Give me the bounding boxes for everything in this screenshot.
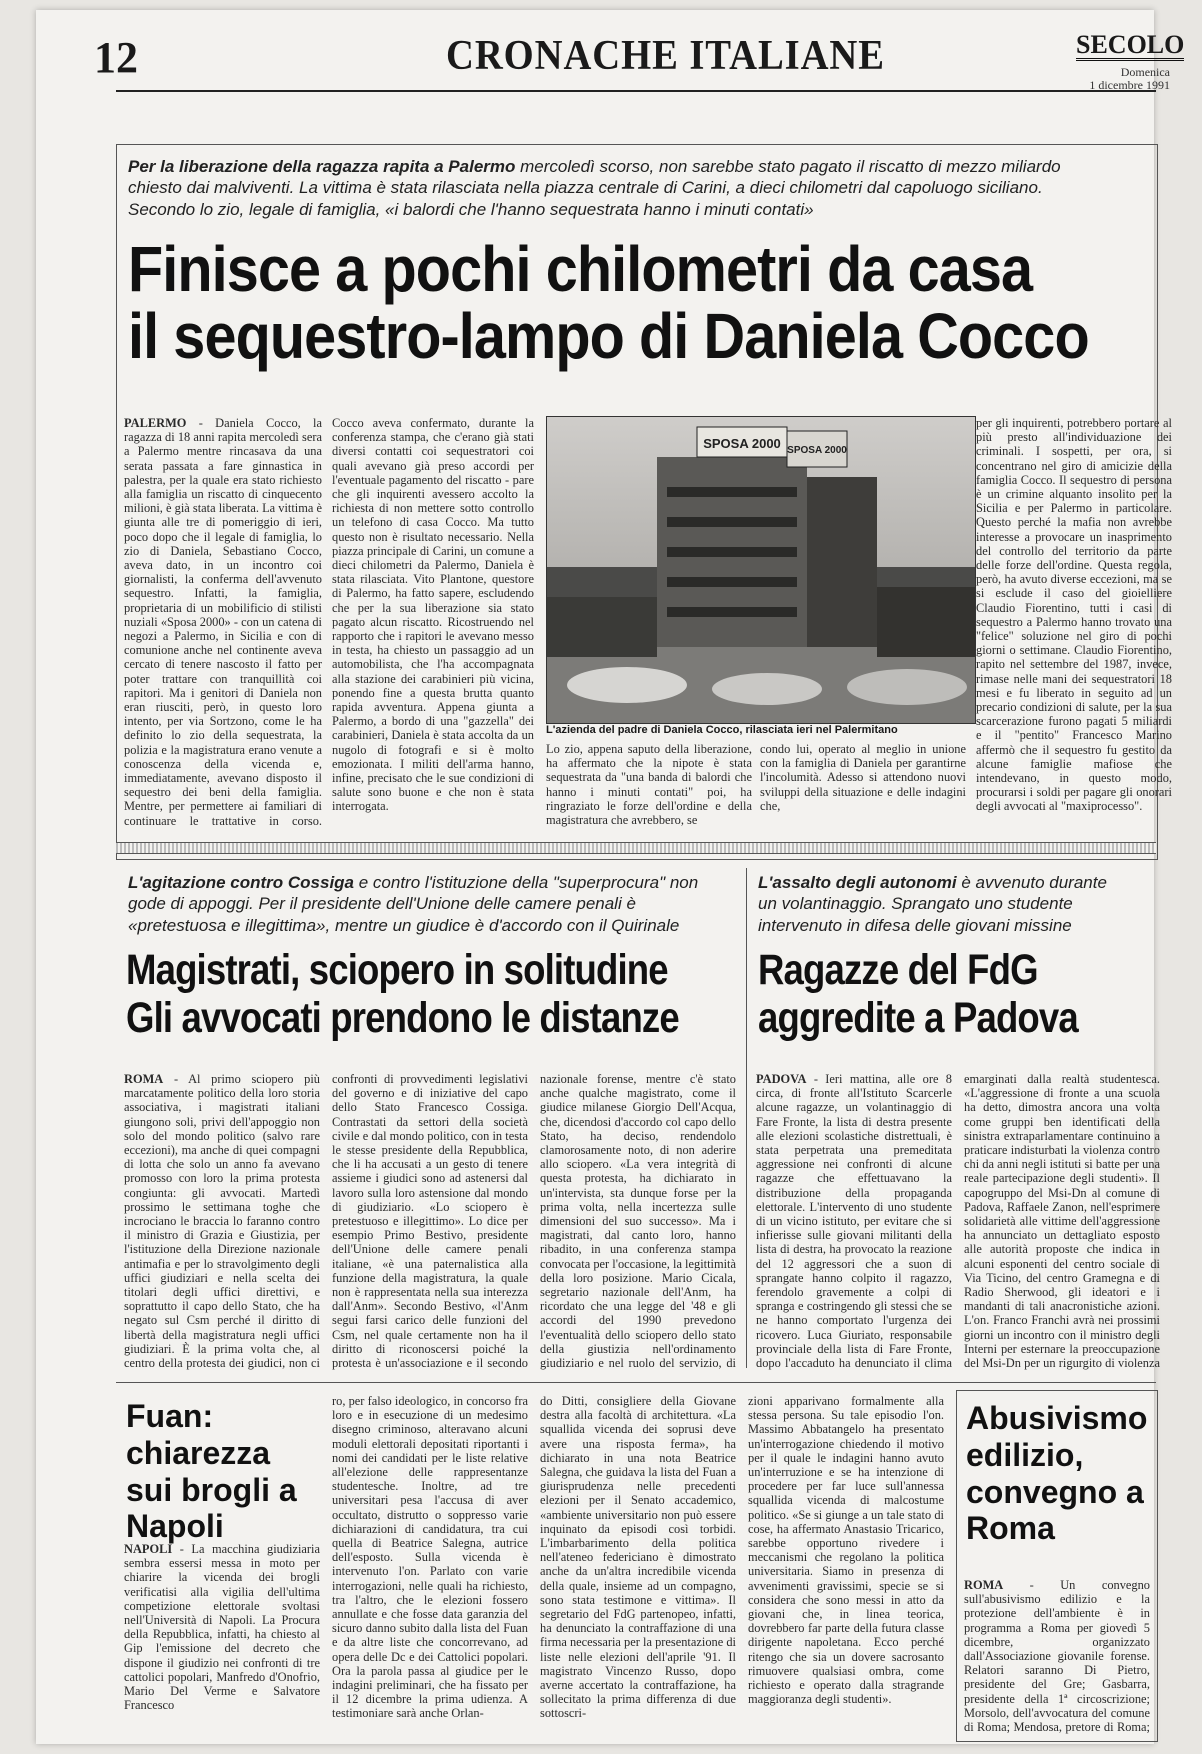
- article3-column-2: emarginati dalla realtà studentesca. «L'aggressione di fronte a una scuola ha detto, dimostra ancora una volta come gruppi ben identificati della sinistra extraparlamentare continuino a praticare indisturbati la violenza contro chi da anni negli istituti si batte per una reale partecipazione degli studenti». Il capogruppo del Msi-Dn al comune di Padova, Raffaele Zanon, nell'esprimere solidarietà alle vittime dell'aggressione ha annunciato un dettagliato esposto alle autorità proposte che indica in alcuni esponenti del centro sociale di Via Ticino, del centro Gramegna e di Radio Sherwood, gli ideatori e i mandanti di tali anacronistiche azioni. L'on. Franco Franchi avrà nei prossimi giorni un incontro con il ministro degli Interni per esternare la preoccupazione del Msi-Dn per un rigurgito di violenza: [964, 1072, 1160, 1371]
- lead-headline-line-2: il sequestro-lampo di Daniela Cocco: [128, 300, 1089, 373]
- lead-column-2: Cocco aveva confermato, durante la conferenza stampa, che c'erano già stati diversi contatti coi sequestratori coi quali avevano già preso accordi per l'eventuale pagamento del riscatto - pare che gli inquirenti avessero accolto la richiesta di non mettere sotto controllo un telefono di casa Cocco. Ma tutto questo non è risultato necessario. Nella piazza principale di Carini, un comune a dieci chilometri da Palermo, Daniela è stata rilasciata. Vito Plantone, questore di Palermo, ha fatto sapere, escludendo che per la sua liberazione sia stato pagato alcun riscatto. Ricostruendo nel rapporto che i rapitori le avevano messo in testa, ha chiesto un passaggio ad un automobilista, che l'ha accompagnata alla stazione dei carabinieri più vicina, ponendo fine a questa brutta quanto rapida avventura. Appena giunta a Palermo, a bordo di una "gazzella" dei carabinieri, Daniela è stata accolta da un nugolo di fotografi e si è molto emozionata. I militi dell'arma hanno, infine, precisato che le sue condizioni di salute sono buone e che non è stata interrogata.: [332, 416, 534, 814]
- lead-column-5: per gli inquirenti, potrebbero portare al più presto all'individuazione dei criminali. I sospetti, per ora, si concentrano nel giro di amicizie della famiglia Cocco. Il sequestro di persona è un crimine alquanto insolito per la Sicilia e per Palermo in particolare. Questo perché la mafia non avrebbe interesse a provocare un inasprimento del controllo del territorio da parte delle forze dell'ordine. Questa regola, però, ha avuto diverse eccezioni, ma se si esclude il caso del gioielliere Claudio Fiorentino, tutti i casi di sequestro a Palermo hanno trovato una "felice" soluzione nel giro di pochi giorni o settimane. Claudio Fiorentino, rapito nel settembre del 1987, invece, rimase nelle mani dei sequestratori 18 mesi e fu liberato in seguito ad un precario condizioni di salute, per la sua scarcerazione furono pagati 5 miliardi e il "pentito" Francesco Marino affermò che il sequestro fu gestito da alcune famiglie mafiose che intendevano, in questo modo, procurarsi i soldi per pagare gli onorari degli avvocati al "maxiprocesso".: [976, 416, 1172, 814]
- article4-column-2: ro, per falso ideologico, in concorso fra loro e in esecuzione di un medesimo disegno criminoso, alteravano alcuni moduli elettorali depositati riportanti i nomi dei candidati per le liste relative all'elezione delle rappresentanze studentesche. Inoltre, ad tre universitari pesa l'accusa di aver occultato, distrutto o soppresso varie dichiarazioni di candidatura, tra cui quella di Beatrice Salegna, autrice dell'esposto. Sulla vicenda è intervenuto l'on. Parlato con varie interrogazioni, nelle quali ha richiesto, tra l'altro, che le elezioni fossero annullate e che fosse data garanzia del sicuro danno subito dalla lista del Fuan e da altre liste che concorrevano, ad opera delle Dc e dei Cattolici popolari. Ora la parola passa al giudice per le indagini preliminari, che ha fissato per il 12 dicembre la prima udienza. A testimoniare sarà anche Orlan-: [332, 1394, 528, 1721]
- photo-caption: L'azienda del padre di Daniela Cocco, rilasciata ieri nel Palermitano: [546, 724, 898, 736]
- lead-kicker: [128, 156, 1088, 220]
- article3-kicker: [758, 872, 1118, 936]
- dateline-day: Domenica: [1120, 65, 1170, 79]
- section-separator: [116, 842, 1156, 854]
- article2-headline-line-2: Gli avvocati prendono le distanze: [126, 994, 679, 1043]
- section-title: CRONACHE ITALIANE: [446, 33, 885, 79]
- newspaper-logo: SECOLO: [1076, 30, 1185, 59]
- photo-sign-2: SPOSA 2000: [787, 445, 847, 456]
- article3-column-1: [756, 1072, 952, 1372]
- lead-dateline: PALERMO: [124, 416, 187, 430]
- building-photo: [547, 417, 975, 723]
- article3-headline: [758, 946, 1078, 1042]
- lead-column-1: [124, 416, 322, 828]
- article4-column-3: do Ditti, consigliere della Giovane destra alla facoltà di architettura. «La squallida vicenda dei soprusi deve avere una risposta ferma», ha dichiarato in una nota Beatrice Salegna, che guidava la lista del Fuan a giurisprudenza nelle precedenti elezioni per il Senato accademico, «ambiente universitario non può essere inquinato da episodi così torbidi. L'imbarbarimento della politica nell'ateneo federiciano è dimostrato anche da un'altra incredibile vicenda della quale, insieme ad un compagno, sono stata testimone e vittima». Il segretario del FdG partenopeo, infatti, ha denunciato la contraffazione di una firma necessaria per la presentazione di liste nelle elezioni dell'aprile '91. Il magistrato Vincenzo Russo, dopo averne accertato la contraffazione, ha sollecitato la prima differenza di due sottoscri-: [540, 1394, 736, 1721]
- article3-headline-line-1: Ragazze del FdG: [758, 946, 1038, 994]
- article2-column-1-text: - Al primo sciopero più marcatamente politico della loro storia associativa, i magistrati italiani giungono soli, privi dell'appoggio non solo del mondo politico (salvo rare eccezioni), ma anche di quei compagni di lotta che solo un anno fa avevano promosso con loro la prima protesta congiunta: gli avvocati. Martedì prossimo le settimana toghe che incrociano le braccia lo faranno contro il ministro di Grazia e Giustizia, per l'istituzione della Direzione nazionale antimafia e per lo stravolgimento degli uffici giudiziari e nella scelta dei titolari degli uffici direttivi, e soprattutto il capo dello Stato, che ha negato sul Csm perché il diritto di libertà della magistratura negli uffici giudiziari. È la prima volta che, al centro della protesta dei giudici, non ci: [124, 1072, 320, 1371]
- article4-column-1-text: - La macchina giudiziaria sembra essersi messa in moto per chiarire la vicenda dei brogli verificatisi alla vigilia dell'ultima competizione elettorale svoltasi nell'Università di Napoli. La Procura della Repubblica, infatti, ha chiesto al Gip l'emissione del decreto che dispone il giudizio nei confronti di tre cattolici popolari, Manfredo d'Onofrio, Mario Del Verme e Salvatore Francesco: [124, 1542, 320, 1713]
- photo-sign-1: SPOSA 2000: [703, 436, 781, 451]
- article2-column-2: confronti di provvedimenti legislativi del governo e di iniziative del capo dello Stato Francesco Cossiga. Contrastati da settori della società civile e dal mondo politico, con in testa le stesse presidente della Repubblica, che li ha accusati a un gesto di tenere assieme i giudici sono ad astenersi dal lavoro sulla loro astensione dal mondo di giudiziario. «Lo sciopero è pretestuoso e illegittimo». Lo dice per esempio Primo Bestivo, presidente dell'Unione delle camere penali italiane, «è una paternalistica alla funzione della magistratura, la quale non è rappresentata nella sua interezza dall'Anm». Secondo Bestivo, «l'Anm segui farsi carico delle funzioni del Csm, nel quale certamente non ha il diritto di riconoscersi poiché la protesta è un'associazione e il secondo: [332, 1072, 528, 1371]
- page-number: 12: [94, 33, 138, 82]
- dateline-date: 1 dicembre 1991: [1089, 78, 1170, 93]
- article3-kicker-text: è avvenuto durante un volantinaggio. Sprangato uno studente intervenuto in difesa delle giovani missine: [758, 873, 1107, 935]
- article5-dateline: ROMA: [964, 1578, 1004, 1592]
- article5-headline: Abusivismo edilizio, convegno a Roma: [966, 1400, 1148, 1547]
- lead-photo: [546, 416, 976, 724]
- lead-kicker-text: mercoledì scorso, non sarebbe stato pagato il riscatto di mezzo miliardo chiesto dai malviventi. La vittima è stata rilasciata nella piazza centrale di Carini, a dieci chilometri dal capoluogo siciliano. Secondo lo zio, legale di famiglia, «i balordi che l'hanno sequestrata hanno i minuti contati»: [128, 157, 1061, 219]
- article4-dateline: NAPOLI: [124, 1542, 173, 1556]
- article3-dateline: PADOVA: [756, 1072, 807, 1086]
- article2-kicker-text: e contro l'istituzione della "superprocura" non gode di appoggi. Per il presidente dell'Unione delle camere penali è «pretestuosa e illegittima», mentre un giudice è d'accordo con il Quirinale: [128, 873, 699, 935]
- article4-column-1: [124, 1542, 320, 1738]
- article2-headline-line-1: Magistrati, sciopero in solitudine: [126, 946, 668, 994]
- article3-column-1-text: - Ieri mattina, alle ore 8 circa, di fronte all'Istituto Scarcerle alcune ragazze, un volantinaggio di Fare Fronte, la lista di destra presente alle elezioni scolastiche distrettuali, è stata perpetrata una premeditata aggressione nei confronti di alcune ragazze che effettuavano la distribuzione della propaganda elettorale. L'intervento di uno studente di un vicino istituto, per evitare che si infierisse sulle giovani militanti della lista di destra, ha provocato la reazione del 12 aggressori che a suon di sprangate hanno colpito il ragazzo, ferendolo gravemente a colpi di spranga e costringendo gli stessi che se ne hanno comportato l'urgenza dei ricovero. Luca Giuriato, responsabile provinciale della lista di Fare Fronte, dopo l'accaduto ha denunciato il clima: [756, 1072, 952, 1371]
- article2-dateline: ROMA: [124, 1072, 164, 1086]
- article3-kicker-bold: L'assalto degli autonomi: [758, 873, 957, 892]
- lead-headline: [128, 233, 1089, 373]
- article5-column-1: [964, 1578, 1150, 1736]
- column-divider: [746, 868, 747, 1368]
- article2-headline: [126, 946, 679, 1042]
- lead-column-3: Lo zio, appena saputo della liberazione, ha affermato che la nipote è stata sequestrata da "una banda di balordi che hanno i minuti contati" poi, ha ringraziato le forze dell'ordine e della magistratura che avrebbero, se: [546, 742, 752, 828]
- lead-column-1-text: - Daniela Cocco, la ragazza di 18 anni rapita mercoledì sera a Palermo mentre rincasava da una serata passata a fare ginnastica in palestra, per la quale era stato richiesto alla famiglia un riscatto di cinquecento milioni, è già stata liberata. La vittima è giunta alle tre di pomeriggio di ieri, poco dopo che il legale di famiglia, lo zio di Daniela, Sebastiano Cocco, aveva dato, in un incontro coi giornalisti, la conferma dell'avvenuto sequestro. Infatti, la famiglia, proprietaria di un mobilificio di stilisti nuziali «Sposa 2000» - con un catena di negozi a Palermo, in Sicilia e con di comunione anche nel continente aveva cercato di tenere nascosto il fatto per poter trattare con tranquillità coi rapitori. Ma i genitori di Daniela non eran riusciti, però, in questo loro intento, per via Sortzono, come le ha definito lo zio della sequestrata, la polizia e la magistratura erano venute a conoscenza della vicenda e, immediatamente, avevano disposto il sequestro dei beni della famiglia. Mentre, per permettere ai familiari di continuare le trattative in corso.: [124, 416, 322, 828]
- lead-column-4: condo lui, operato al meglio in unione con la famiglia di Daniela per garantirne l'incolumità. Adesso si attendono nuovi sviluppi della situazione e delle indagini che,: [760, 742, 966, 813]
- article4-column-4: zioni apparivano formalmente alla stessa persona. Su tale episodio l'on. Massimo Abbatangelo ha presentato un'interrogazione chiedendo il motivo per il quale le indagini hanno avuto un'interruzione e se ha intenzione di procedere per far luce sull'annessa squallida vicenda di malcostume politico. «Se si giunge a un tale stato di cose, ha affermato Anastasio Tricarico, sarebbe opportuno rivedere i meccanismi che regolano la politica universitaria. Siamo in presenza di avvenimenti gravissimi, specie se si considera che sono messi in atto da giovani che, in linea teorica, dovrebbero far parte della futura classe dirigente napoletana. Ecco perché ritengo che sia un dovere sacrosanto rimuovere qualsiasi ombra, come richiesto e operato dalla stragrande maggioranza degli studenti».: [748, 1394, 944, 1707]
- lead-kicker-bold: Per la liberazione della ragazza rapita a Palermo: [128, 157, 516, 176]
- article2-kicker-bold: L'agitazione contro Cossiga: [128, 873, 355, 892]
- lead-headline-line-1: Finisce a pochi chilometri da casa: [128, 233, 1033, 305]
- article3-headline-line-2: aggredite a Padova: [758, 994, 1078, 1043]
- article2-kicker: [128, 872, 728, 936]
- newspaper-page: [36, 10, 1185, 1744]
- article2-column-3: nazionale forense, mentre c'è stato anche qualche magistrato, come il giudice milanese Giorgio Dell'Acqua, che, dicendosi d'accordo col capo dello Stato, ha deciso, rendendolo clamorosamente noto, di non aderire allo sciopero. «La vera integrità di questa protesta, ha dichiarato in un'intervista, sta dunque forse per la prima volta, nella incertezza sulle dimensioni del suo successo». Ma i magistrati, dal canto loro, hanno ribadito, in una conferenza stampa convocata per l'occasione, la legittimità della loro posizione. Mario Cicala, segretario nazionale dell'Anm, ha ricordato che una legge del '48 e gli accordi del 1990 prevedono l'eventualità dello sciopero dello stato della giustizia nell'ordinamento giudiziario e nel ruolo del servizio, di: [540, 1072, 736, 1371]
- article2-column-1: [124, 1072, 320, 1372]
- dateline: [1072, 66, 1170, 92]
- article4-headline: Fuan: chiarezza sui brogli a Napoli: [126, 1398, 297, 1545]
- masthead-rule: [116, 90, 1156, 92]
- lower-rule: [116, 1382, 1156, 1383]
- article5-column-1-text: - Un convegno sull'abusivismo edilizio e la protezione dell'ambiente è in programma a Roma per giovedì 5 dicembre, organizzato dall'Associazione giovanile forense. Relatori saranno Di Pietro, presidente del Gre; Gasbarra, presidente della 1ª circoscrizione; Morsolo, dell'avvocatura del comune di Roma; Mendosa, pretore di Roma;: [964, 1578, 1150, 1735]
